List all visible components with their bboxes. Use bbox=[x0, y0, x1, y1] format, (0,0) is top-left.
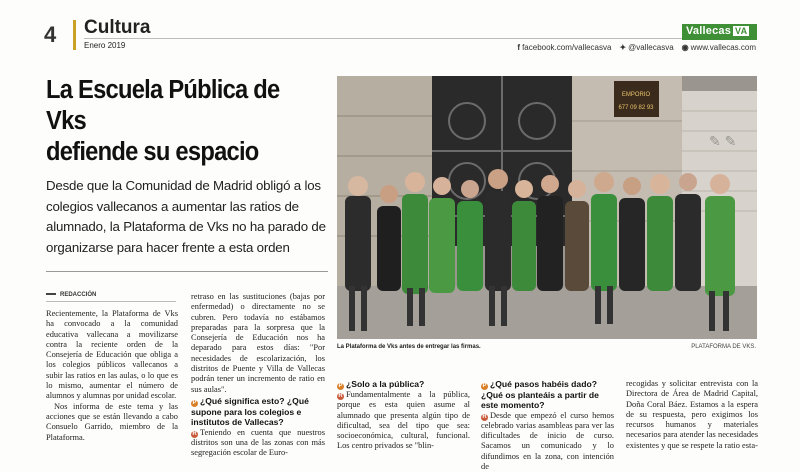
website-link[interactable] bbox=[682, 43, 756, 52]
interview-question bbox=[337, 379, 470, 390]
logo-suffix: VA bbox=[735, 26, 748, 36]
article-photo bbox=[337, 76, 757, 339]
body-column-4 bbox=[481, 379, 614, 472]
photo-caption: La Plataforma de Vks antes de entregar las firmas. bbox=[337, 344, 481, 350]
interview-answer bbox=[337, 390, 470, 452]
paragraph: Nos informa de este tema y las acciones que se están llevando a cabo Consuelo Garrido, miembro de la Plataforma. bbox=[46, 401, 178, 442]
question-marker-icon: P bbox=[338, 383, 343, 389]
svg-text:✎ ✎: ✎ ✎ bbox=[709, 133, 737, 149]
website-text: www.vallecas.com bbox=[690, 43, 756, 52]
question-marker-icon: P bbox=[482, 383, 487, 389]
byline-dash bbox=[46, 293, 56, 295]
body-column-3 bbox=[337, 379, 470, 452]
answer-marker-icon: R bbox=[338, 393, 343, 399]
paragraph: retraso en las sustituciones (bajas por enfermedad) o directamente no se cubren. Pero todavía no estábamos preparadas para la sorpresa que la Consejería de Educación nos ha deparado para estos días: "Por necesidades de escolarización, los distritos de Puente y Villa de Vallecas podrán tener un incremento de ratio en sus aulas". bbox=[191, 292, 325, 394]
answer-text: Desde que empezó el curso hemos celebrado varias asambleas para ver las dificultades de inicio de curso. Sacamos un comunicado y lo difundimos en la zona, con intención de bbox=[481, 410, 614, 472]
article-deck: Desde que la Comunidad de Madrid obligó a los colegios vallecanos a aumentar las ratios de alumnado, la Plataforma de Vks no ha parado de organizarse para hacer frente a esta orden bbox=[46, 178, 326, 255]
photo-credit: PLATAFORMA DE VKS. bbox=[691, 344, 756, 350]
twitter-icon: ✦ bbox=[619, 43, 627, 52]
twitter-text: @vallecasva bbox=[628, 43, 674, 52]
headline-line-1: La Escuela Pública de Vks bbox=[46, 76, 280, 135]
issue-date: Enero 2019 bbox=[84, 41, 126, 50]
answer-marker-icon: R bbox=[192, 430, 197, 437]
question-text: ¿Qué pasos habéis dado? ¿Qué os planteáis a partir de este momento? bbox=[481, 379, 599, 411]
publication-logo bbox=[682, 24, 757, 40]
body-column-2 bbox=[191, 292, 325, 458]
body-column-5 bbox=[626, 379, 758, 451]
question-text: ¿Solo a la pública? bbox=[346, 379, 425, 389]
answer-text: Fundamentalmente a la pública, porque es esta quien asume al alumnado que presenta algún tipo de dificultad, sea del tipo que sea: socioeconómica, cultural, funcional. Los centro privados se "blin- bbox=[337, 390, 470, 451]
header-rule bbox=[84, 38, 754, 39]
question-marker-icon: P bbox=[192, 399, 197, 406]
facebook-link[interactable] bbox=[517, 43, 611, 52]
interview-question bbox=[481, 379, 614, 411]
interview-answer bbox=[191, 428, 325, 459]
interview-question bbox=[191, 396, 325, 428]
answer-text: Teniendo en cuenta que nuestros distritos son una de las zonas con más segregación escolar de Euro- bbox=[191, 427, 325, 458]
logo-text: Vallecas bbox=[686, 25, 732, 37]
answer-marker-icon: R bbox=[482, 413, 487, 420]
section-title: Cultura bbox=[84, 17, 151, 38]
paragraph: Recientemente, la Plataforma de Vks ha convocado a la comunidad educativa vallecana a movilizarse contra la reciente orden de la Consejería de Educación que obliga a los colegios públicos vallecanos a subir las ratios en las aulas, o lo que es lo mismo, aumentar el número de alumnos y alumnas por unidad escolar. bbox=[46, 309, 178, 401]
paragraph: recogidas y solicitar entrevista con la Directora de Área de Madrid Capital, Doña Coral Báez. Estamos a la espera de su respuesta, pero exigimos los recursos humanos y materiales necesarios para atender las necesidades existentes y que se respete la ratio esta- bbox=[626, 379, 758, 450]
byline-text: REDACCIÓN bbox=[60, 292, 97, 298]
social-links bbox=[517, 43, 756, 52]
globe-icon: ◉ bbox=[681, 43, 689, 52]
body-column-1 bbox=[46, 309, 178, 443]
facebook-icon: f bbox=[517, 43, 521, 52]
group-photo-illustration bbox=[337, 76, 757, 339]
byline bbox=[46, 292, 96, 298]
twitter-link[interactable] bbox=[619, 43, 673, 52]
question-text: ¿Qué significa esto? ¿Qué supone para los colegios e institutos de Vallecas? bbox=[191, 395, 309, 428]
article-headline bbox=[46, 75, 311, 168]
byline-rule bbox=[46, 301, 176, 302]
page-number: 4 bbox=[44, 22, 57, 47]
facebook-text: facebook.com/vallecasva bbox=[522, 43, 612, 52]
section-divider bbox=[73, 20, 76, 50]
sign-brand: EMPORIO bbox=[621, 92, 651, 98]
interview-answer bbox=[481, 411, 614, 472]
headline-line-2: defiende su espacio bbox=[46, 138, 259, 166]
sign-phone: 677 09 82 93 bbox=[618, 105, 654, 111]
deck-rule bbox=[46, 271, 328, 272]
